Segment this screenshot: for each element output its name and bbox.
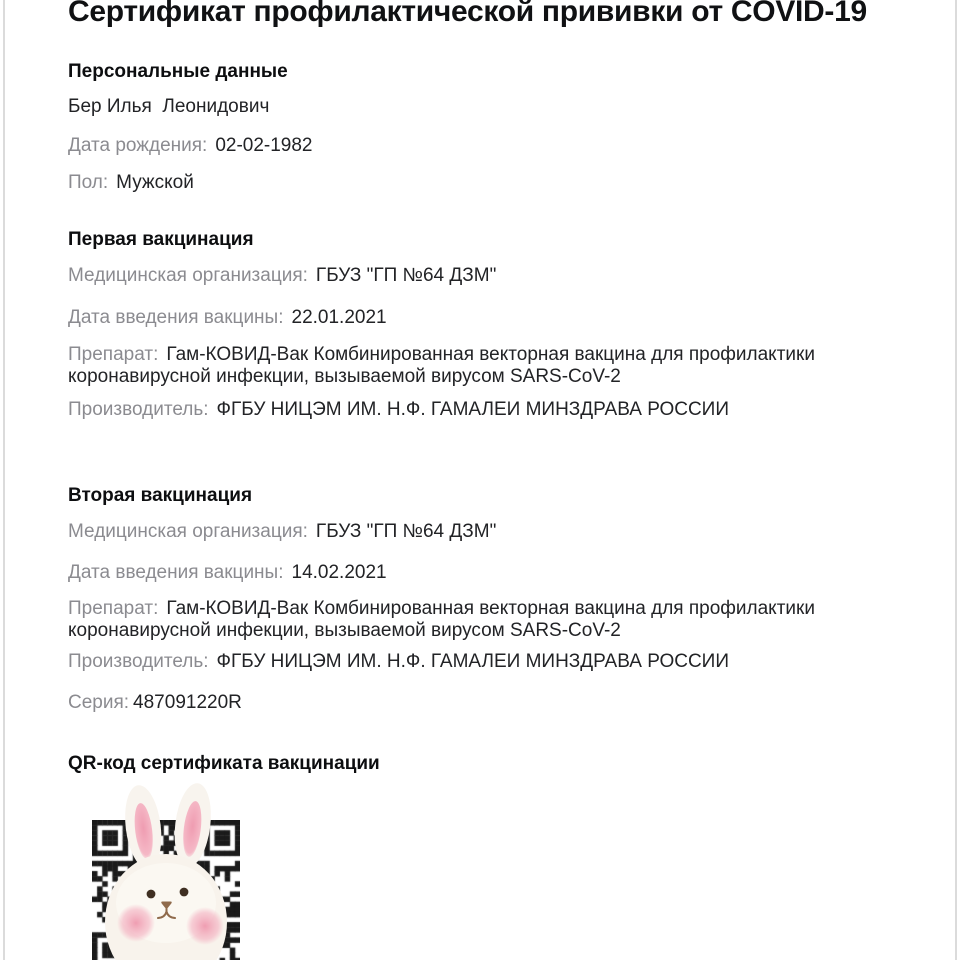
- v1-drug-value: Гам-КОВИД-Вак Комбинированная векторная вакцина для профилактики коронавирусной инфекции, вызываемой вирусом SARS-CoV-2: [68, 344, 815, 387]
- v1-manufacturer-value: ФГБУ НИЦЭМ ИМ. Н.Ф. ГАМАЛЕИ МИНЗДРАВА РОССИИ: [216, 399, 729, 420]
- v2-date-row: [68, 562, 387, 584]
- birth-date-row: [68, 135, 313, 157]
- v2-org-label: Медицинская организация:: [68, 521, 308, 542]
- v2-org-row: [68, 521, 496, 543]
- person-name: Бер Илья Леонидович: [68, 96, 270, 117]
- v2-manufacturer-value: ФГБУ НИЦЭМ ИМ. Н.Ф. ГАМАЛЕИ МИНЗДРАВА РОССИИ: [216, 651, 729, 672]
- v1-manufacturer-row: [68, 399, 729, 421]
- first-vaccination-heading: Первая вакцинация: [68, 229, 254, 250]
- gender-label: Пол:: [68, 172, 109, 193]
- qr-section-heading: QR-код сертификата вакцинации: [68, 753, 380, 774]
- v1-date-value: 22.01.2021: [291, 307, 387, 328]
- series-row: [68, 692, 242, 714]
- v2-drug-value: Гам-КОВИД-Вак Комбинированная векторная вакцина для профилактики коронавирусной инфекции, вызываемой вирусом SARS-CoV-2: [68, 598, 815, 641]
- birth-date-label: Дата рождения:: [68, 135, 208, 156]
- page-title: Сертификат профилактической прививки от COVID-19: [68, 0, 867, 28]
- v1-org-row: [68, 265, 496, 287]
- v2-date-label: Дата введения вакцины:: [68, 562, 284, 583]
- v1-date-row: [68, 307, 387, 329]
- person-name-row: [68, 96, 269, 118]
- bunny-right-cheek: [186, 907, 224, 945]
- v2-drug-row: [68, 598, 940, 641]
- page-edge-left: [3, 0, 5, 960]
- v1-manufacturer-label: Производитель:: [68, 399, 209, 420]
- v2-manufacturer-label: Производитель:: [68, 651, 209, 672]
- bunny-right-eye: [180, 888, 189, 897]
- v1-org-value: ГБУЗ "ГП №64 ДЗМ": [315, 265, 497, 286]
- v2-drug-label: Препарат:: [68, 598, 159, 619]
- personal-data-heading: Персональные данные: [68, 61, 288, 82]
- bunny-left-eye: [147, 890, 156, 899]
- series-value: 487091220R: [133, 692, 242, 713]
- bunny-sticker: [101, 781, 231, 960]
- bunny-left-cheek: [117, 904, 155, 942]
- birth-date-value: 02-02-1982: [215, 135, 313, 156]
- v1-org-label: Медицинская организация:: [68, 265, 308, 286]
- v1-drug-label: Препарат:: [68, 344, 159, 365]
- v1-date-label: Дата введения вакцины:: [68, 307, 284, 328]
- gender-row: [68, 172, 194, 194]
- v2-date-value: 14.02.2021: [291, 562, 387, 583]
- v2-manufacturer-row: [68, 651, 729, 673]
- v2-org-value: ГБУЗ "ГП №64 ДЗМ": [315, 521, 497, 542]
- page-edge-right: [955, 0, 957, 960]
- series-label: Серия:: [68, 692, 130, 713]
- second-vaccination-heading: Вторая вакцинация: [68, 485, 253, 506]
- v1-drug-row: [68, 344, 940, 387]
- gender-value: Мужской: [116, 172, 194, 193]
